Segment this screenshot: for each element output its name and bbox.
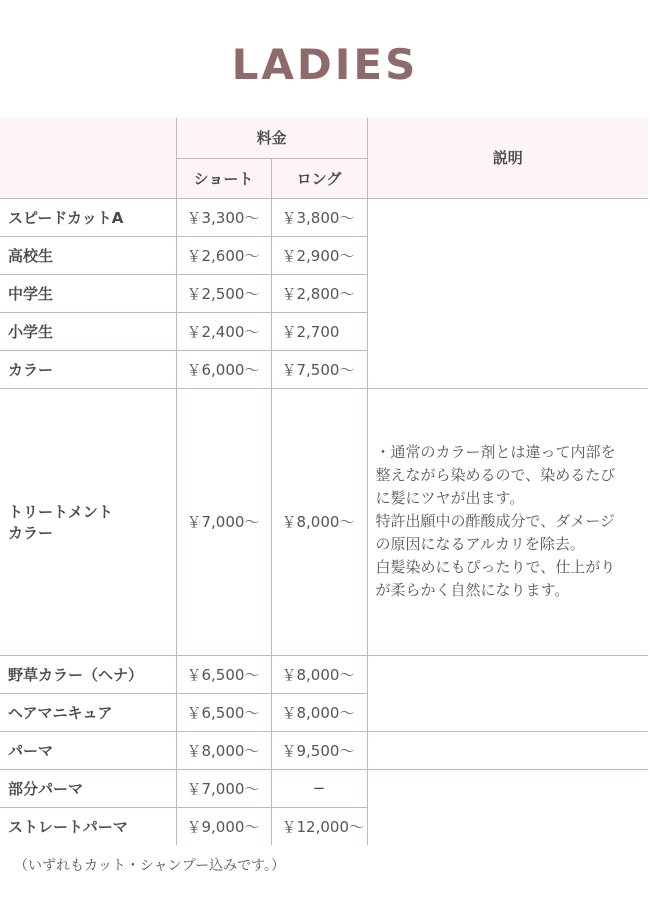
long-price: ￥2,900〜	[271, 236, 367, 274]
long-price: ￥7,500〜	[271, 350, 367, 388]
long-price: ￥9,500〜	[271, 731, 367, 769]
short-price: ￥2,400〜	[176, 312, 271, 350]
header-corner	[0, 118, 176, 198]
description-cell-empty	[367, 769, 648, 845]
description-line: 白髪染めにもぴったりで、仕上がり	[375, 558, 616, 576]
description-line: 整えながら染めるので、染めるたび	[375, 466, 616, 484]
description-line: ・通常のカラー剤とは違って内部を	[375, 443, 616, 461]
row-name: 部分パーマ	[0, 769, 176, 807]
price-table	[0, 118, 648, 845]
long-price: ￥8,000〜	[271, 655, 367, 693]
header-price: 料金	[176, 118, 367, 158]
row-name: ヘアマニキュア	[0, 693, 176, 731]
short-price: ￥7,000〜	[176, 769, 271, 807]
row-name: パーマ	[0, 731, 176, 769]
row-name: 小学生	[0, 312, 176, 350]
description-cell-empty	[367, 731, 648, 769]
row-name: ストレートパーマ	[0, 807, 176, 845]
header-description: 説明	[367, 118, 648, 198]
long-price: ￥8,000〜	[271, 693, 367, 731]
long-price: −	[271, 769, 367, 807]
short-price: ￥2,600〜	[176, 236, 271, 274]
description-cell	[367, 388, 648, 655]
description-cell-empty	[367, 198, 648, 388]
short-price: ￥6,000〜	[176, 350, 271, 388]
row-name: 中学生	[0, 274, 176, 312]
table-row	[0, 731, 648, 769]
table-row	[0, 198, 648, 236]
short-price: ￥7,000〜	[176, 388, 271, 655]
long-price: ￥12,000〜	[271, 807, 367, 845]
short-price: ￥6,500〜	[176, 693, 271, 731]
description-cell-empty	[367, 655, 648, 731]
row-name: スピードカットA	[0, 198, 176, 236]
long-price: ￥2,800〜	[271, 274, 367, 312]
description-line: の原因になるアルカリを除去。	[375, 535, 585, 553]
table-row	[0, 655, 648, 693]
description-line: に髪にツヤが出ます。	[375, 489, 525, 507]
short-price: ￥8,000〜	[176, 731, 271, 769]
row-name: 高校生	[0, 236, 176, 274]
footnote: （いずれもカット・シャンプー込みです。）	[14, 858, 286, 874]
table-row	[0, 769, 648, 807]
header-long: ロング	[271, 158, 367, 198]
short-price: ￥2,500〜	[176, 274, 271, 312]
header-short: ショート	[176, 158, 271, 198]
row-name-line: トリートメント	[8, 502, 113, 521]
description-line: が柔らかく自然になります。	[375, 581, 570, 599]
long-price: ￥8,000〜	[271, 388, 367, 655]
row-name: 野草カラー（ヘナ）	[0, 655, 176, 693]
short-price: ￥6,500〜	[176, 655, 271, 693]
long-price: ￥2,700	[271, 312, 367, 350]
short-price: ￥3,300〜	[176, 198, 271, 236]
short-price: ￥9,000〜	[176, 807, 271, 845]
description-line: 特許出願中の酢酸成分で、ダメージ	[375, 512, 615, 530]
table-row	[0, 388, 648, 655]
row-name	[0, 388, 176, 655]
row-name: カラー	[0, 350, 176, 388]
long-price: ￥3,800〜	[271, 198, 367, 236]
row-name-line: カラー	[8, 523, 54, 542]
page-title: LADIES	[231, 40, 419, 89]
